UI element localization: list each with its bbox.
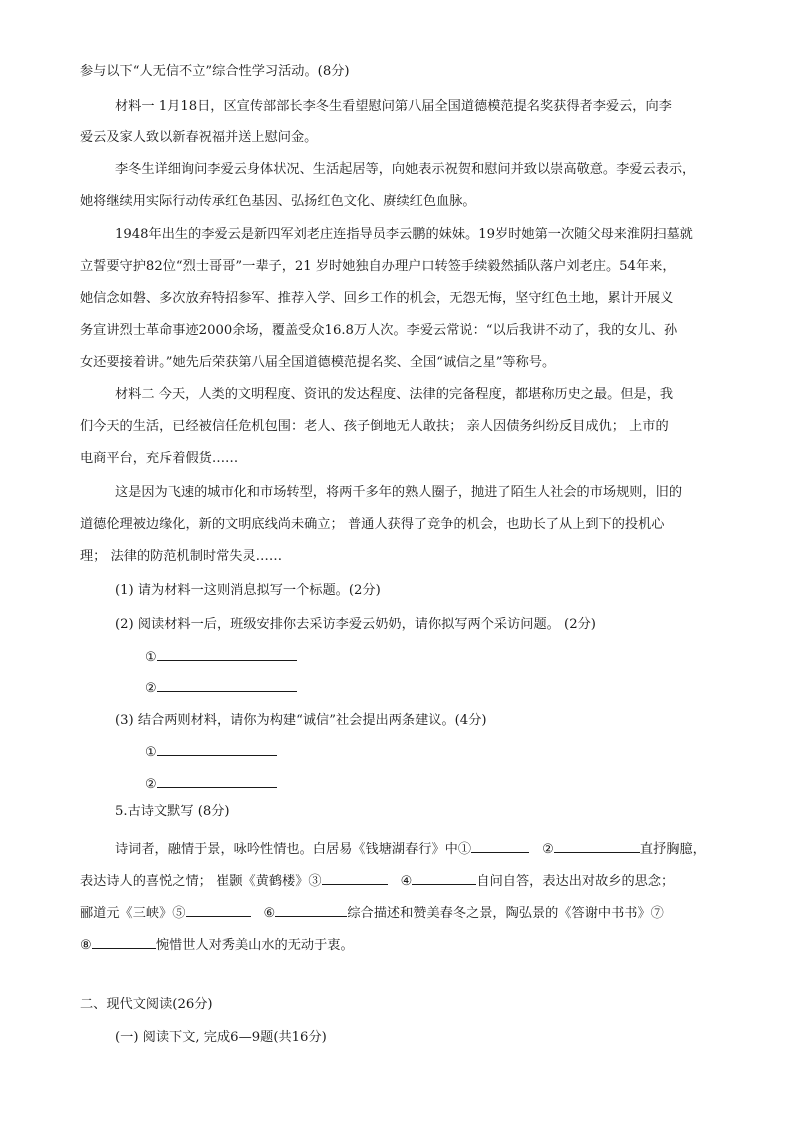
- material-one-line: 她将继续用实际行动传承红色基因、弘扬红色文化、赓续红色血脉。: [80, 194, 476, 209]
- question-1: (1) 请为材料一这则消息拟写一个标题。(2分): [115, 583, 381, 598]
- poetry-line: 表达诗人的喜悦之情； 崔颢《黄鹤楼》③ ④ 自问自答，表达出对故乡的思念；: [80, 870, 674, 891]
- poetry-blank[interactable]: [322, 870, 388, 885]
- material-one-line: 李冬生详细询问李爱云身体状况、生活起居等，向她表示祝贺和慰问并致以崇高敬意。李爱云表示，: [115, 162, 696, 177]
- answer-blank[interactable]: [157, 646, 297, 661]
- answer-row: [145, 773, 277, 794]
- answer-row: [145, 677, 297, 698]
- poetry-blank[interactable]: [92, 934, 156, 949]
- section-5-heading: 5.古诗文默写 (8分): [115, 804, 230, 819]
- question-2: (2) 阅读材料一后，班级安排你去采访李爱云奶奶，请你拟写两个采访问题。 (2分): [115, 617, 596, 632]
- material-two-line: 电商平台，充斥着假货……: [80, 451, 239, 466]
- poetry-blank[interactable]: [554, 838, 640, 853]
- poetry-line: ⑧ 惋惜世人对秀美山水的无动于衷。: [80, 934, 354, 955]
- answer-blank[interactable]: [157, 773, 277, 788]
- material-two-line: 道德伦理被边缘化，新的文明底线尚未确立； 普通人获得了竞争的机会，也助长了从上到下的投机心: [80, 517, 665, 532]
- poetry-blank[interactable]: [471, 838, 529, 853]
- material-two-line: 理； 法律的防范机制时常失灵……: [80, 549, 283, 564]
- answer-marker: ①: [145, 650, 157, 665]
- poetry-blank[interactable]: [412, 870, 476, 885]
- question-3: (3) 结合两则材料，请你为构建“诚信”社会提出两条建议。(4分): [115, 713, 487, 728]
- reading-instruction: (一) 阅读下文, 完成6—9题(共16分): [115, 1030, 327, 1045]
- material-one-line: 材料一 1月18日，区宣传部部长李冬生看望慰问第八届全国道德模范提名奖获得者李爱云，向李: [115, 99, 672, 114]
- poetry-line: 诗词者，融情于景，咏吟性情也。白居易《钱塘湖春行》中① ② 直抒胸臆，: [115, 838, 706, 859]
- material-two-line: 这是因为飞速的城市化和市场转型，将两千多年的熟人圈子，抛进了陌生人社会的市场规则，旧的: [115, 485, 683, 500]
- material-one-line: 立誓要守护82位“烈士哥哥”一辈子，21 岁时她独自办理户口转签手续毅然插队落户刘老庄。54年来，: [80, 259, 676, 274]
- poetry-line: 郦道元《三峡》⑤ ⑥ 综合描述和赞美春冬之景，陶弘景的《答谢中书书》⑦: [80, 902, 664, 923]
- poetry-blank[interactable]: [186, 902, 251, 917]
- material-two-line: 们今天的生活，已经被信任危机包围：老人、孩子倒地无人敢扶； 亲人因债务纠纷反目成仇； 上市的: [80, 419, 669, 434]
- poetry-blank[interactable]: [275, 902, 347, 917]
- section-two-heading: 二、现代文阅读(26分): [80, 997, 213, 1012]
- material-one-line: 爱云及家人致以新春祝福并送上慰问金。: [80, 130, 318, 145]
- material-one-line: 务宣讲烈士革命事迹2000余场，覆盖受众16.8万人次。李爱云常说：“以后我讲不动了，我的女儿、孙: [80, 323, 678, 338]
- material-two-line: 材料二 今天，人类的文明程度、资讯的发达程度、法律的完备程度，都堪称历史之最。但是，我: [115, 387, 674, 402]
- answer-blank[interactable]: [157, 741, 277, 756]
- answer-blank[interactable]: [157, 677, 297, 692]
- answer-row: [145, 646, 297, 667]
- answer-marker: ①: [145, 745, 157, 760]
- activity-intro: 参与以下“人无信不立”综合性学习活动。(8分): [80, 64, 350, 79]
- answer-marker: ②: [145, 681, 157, 696]
- answer-marker: ②: [145, 777, 157, 792]
- material-one-line: 1948年出生的李爱云是新四军刘老庄连指导员李云鹏的妹妹。19岁时她第一次随父母来淮阴扫墓就: [115, 227, 693, 242]
- answer-row: [145, 741, 277, 762]
- material-one-line: 女还要接着讲。”她先后荣获第八届全国道德模范提名奖、全国“诚信之星”等称号。: [80, 355, 556, 370]
- material-one-line: 她信念如磐、多次放弃特招参军、推荐入学、回乡工作的机会，无怨无悔，坚守红色土地，累计开展义: [80, 291, 674, 306]
